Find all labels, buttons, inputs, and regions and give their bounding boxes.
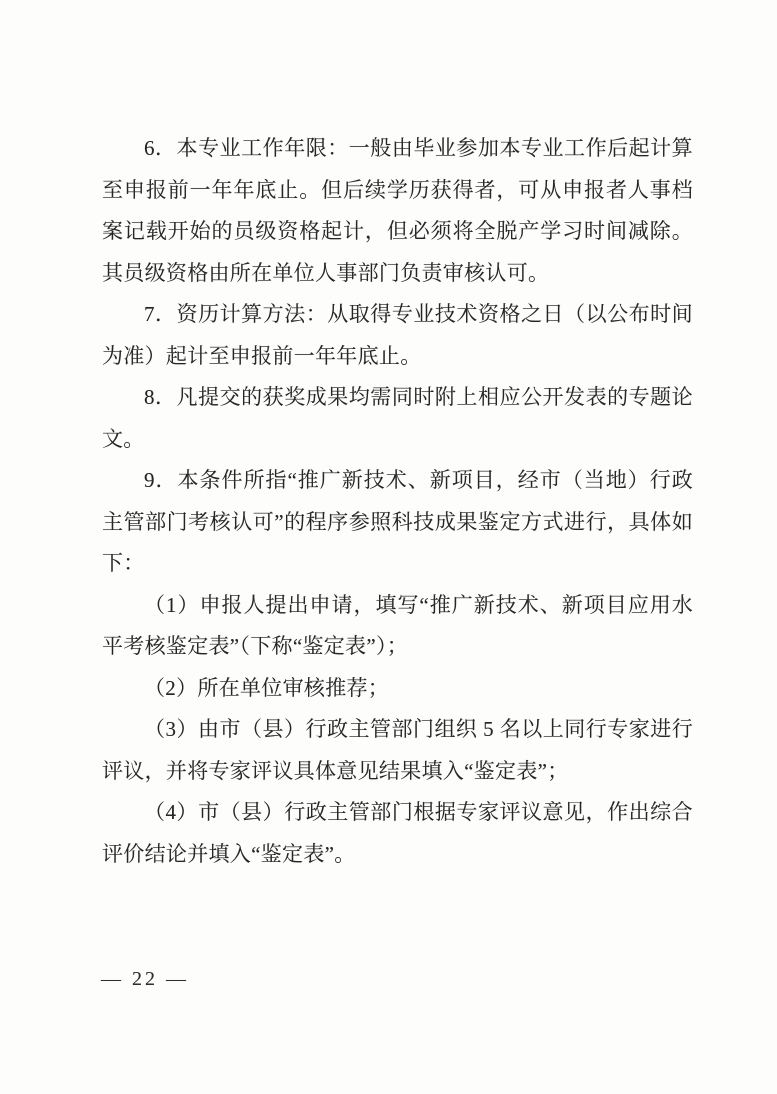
paragraph-clause-9-sub-4: （4）市（县）行政主管部门根据专家评议意见，作出综合评价结论并填入“鉴定表”。	[102, 800, 693, 866]
paragraph-clause-9: 9．本条件所指“推广新技术、新项目，经市（当地）行政主管部门考核认可”的程序参照科技成果鉴定方式进行，具体如下：	[102, 468, 693, 575]
paragraph-clause-9-sub-2: （2）所在单位审核推荐；	[144, 675, 390, 700]
paragraph-clause-9-sub-3: （3）由市（县）行政主管部门组织 5 名以上同行专家进行评议，并将专家评议具体意见结果填入“鉴定表”；	[102, 717, 693, 783]
paragraph-clause-8: 8．凡提交的获奖成果均需同时附上相应公开发表的专题论文。	[102, 385, 693, 451]
paragraph-clause-7: 7．资历计算方法：从取得专业技术资格之日（以公布时间为准）起计至申报前一年年底止。	[102, 302, 693, 368]
paragraph-clause-9-sub-1: （1）申报人提出申请，填写“推广新技术、新项目应用水平考核鉴定表”（下称“鉴定表”）；	[102, 592, 693, 658]
page-number: — 22 —	[101, 968, 189, 990]
paragraph-clause-6: 6．本专业工作年限：一般由毕业参加本专业工作后起计算至申报前一年年底止。但后续学历获得者，可从申报者人事档案记载开始的员级资格起计，但必须将全脱产学习时间减除。其员级资格由所在单位人事部门负责审核认可。	[102, 136, 693, 285]
document-body	[102, 128, 693, 875]
